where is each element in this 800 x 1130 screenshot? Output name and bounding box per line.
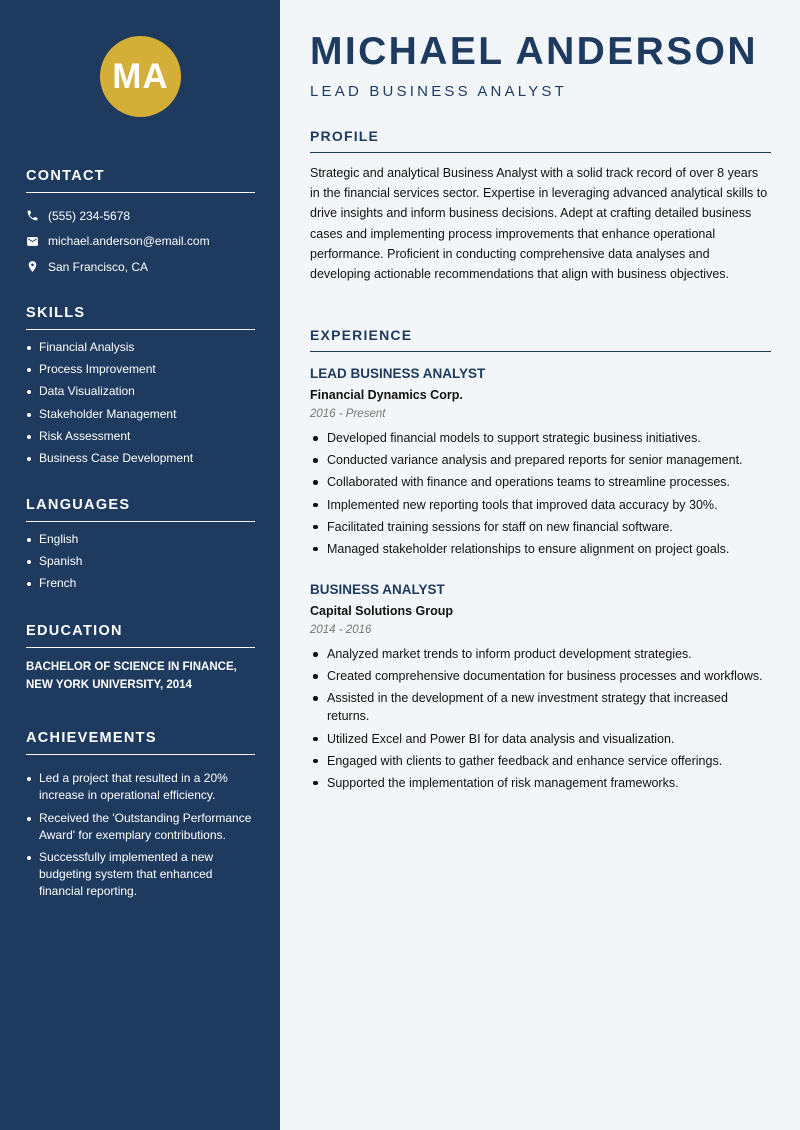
education-degree-line1: BACHELOR OF SCIENCE IN FINANCE, [26,661,237,673]
achievements-list [26,770,255,900]
job-dates: 2014 - 2016 [310,624,372,636]
avatar [100,36,181,117]
job-entry [310,582,771,796]
job-bullet: Analyzed market trends to inform product development strategies. [310,645,771,663]
skill-item: Data Visualization [26,383,255,400]
email-icon [26,235,48,248]
job-dates: 2016 - Present [310,408,386,420]
achievement-item: Successfully implemented a new budgeting system that enhanced financial reporting. [26,849,255,900]
job-bullet: Collaborated with finance and operations teams to streamline processes. [310,473,771,491]
contact-section [26,168,255,280]
achievements-section [26,730,255,906]
languages-list [26,531,255,592]
job-bullet: Engaged with clients to gather feedback and enhance service offerings. [310,752,771,770]
job-bullet: Created comprehensive documentation for business processes and workflows. [310,667,771,685]
contact-list [26,203,255,280]
job-bullet: Utilized Excel and Power BI for data analysis and visualization. [310,730,771,748]
education-section [26,623,255,694]
contact-phone-text[interactable]: (555) 234-5678 [48,208,131,223]
skill-item: Stakeholder Management [26,406,255,423]
language-item: Spanish [26,553,255,570]
skill-item: Process Improvement [26,361,255,378]
achievement-item: Led a project that resulted in a 20% increase in operational efficiency. [26,770,255,804]
contact-phone [26,203,255,229]
skill-item: Risk Assessment [26,428,255,445]
sidebar [0,0,280,1130]
job-entry [310,366,771,562]
education-degree [26,659,255,694]
education-heading: EDUCATION [26,623,255,648]
job-bullets [310,645,771,792]
profile-heading: PROFILE [310,128,771,153]
job-bullet: Assisted in the development of a new investment strategy that increased returns. [310,689,771,725]
job-bullet: Managed stakeholder relationships to ensure alignment on project goals. [310,540,771,558]
job-title: BUSINESS ANALYST [310,582,445,597]
job-bullets [310,429,771,558]
job-company: Capital Solutions Group [310,604,454,618]
languages-section [26,497,255,598]
contact-heading: CONTACT [26,168,255,193]
contact-location-text: San Francisco, CA [48,259,149,274]
phone-icon [26,209,48,222]
languages-heading: LANGUAGES [26,497,255,522]
achievements-heading: ACHIEVEMENTS [26,730,255,755]
job-bullet: Developed financial models to support strategic business initiatives. [310,429,771,447]
skills-section [26,305,255,472]
skill-item: Business Case Development [26,450,255,467]
experience-heading: EXPERIENCE [310,327,771,352]
achievement-item: Received the 'Outstanding Performance Award' for exemplary contributions. [26,810,255,844]
job-bullet: Supported the implementation of risk management frameworks. [310,774,771,792]
profile-text: Strategic and analytical Business Analyst with a solid track record of over 8 years in the financial services sector. Expertise in leveraging advanced analytical skills to drive insights and inform business decisions. Adept at crafting detailed business cases and implementing process improvements that enhance operational performance. Proficient in conducting comprehensive data analyses and developing actionable recommendations that align with business objectives. [310,166,768,282]
language-item: French [26,575,255,592]
education-degree-line2: NEW YORK UNIVERSITY, 2014 [26,678,192,691]
avatar-initials: MA [112,56,169,96]
skill-item: Financial Analysis [26,339,255,356]
location-pin-icon [26,260,48,273]
job-bullet: Facilitated training sessions for staff on new financial software. [310,518,771,536]
job-bullet: Implemented new reporting tools that improved data accuracy by 30%. [310,496,771,514]
job-bullet: Conducted variance analysis and prepared reports for senior management. [310,451,771,469]
skills-heading: SKILLS [26,305,255,330]
job-company: Financial Dynamics Corp. [310,388,463,402]
contact-email [26,229,255,255]
candidate-title: LEAD BUSINESS ANALYST [310,83,567,100]
skills-list [26,339,255,467]
candidate-name: MICHAEL ANDERSON [310,30,758,73]
job-title: LEAD BUSINESS ANALYST [310,366,486,381]
language-item: English [26,531,255,548]
contact-location [26,254,255,280]
contact-email-text[interactable]: michael.anderson@email.com [48,234,210,249]
